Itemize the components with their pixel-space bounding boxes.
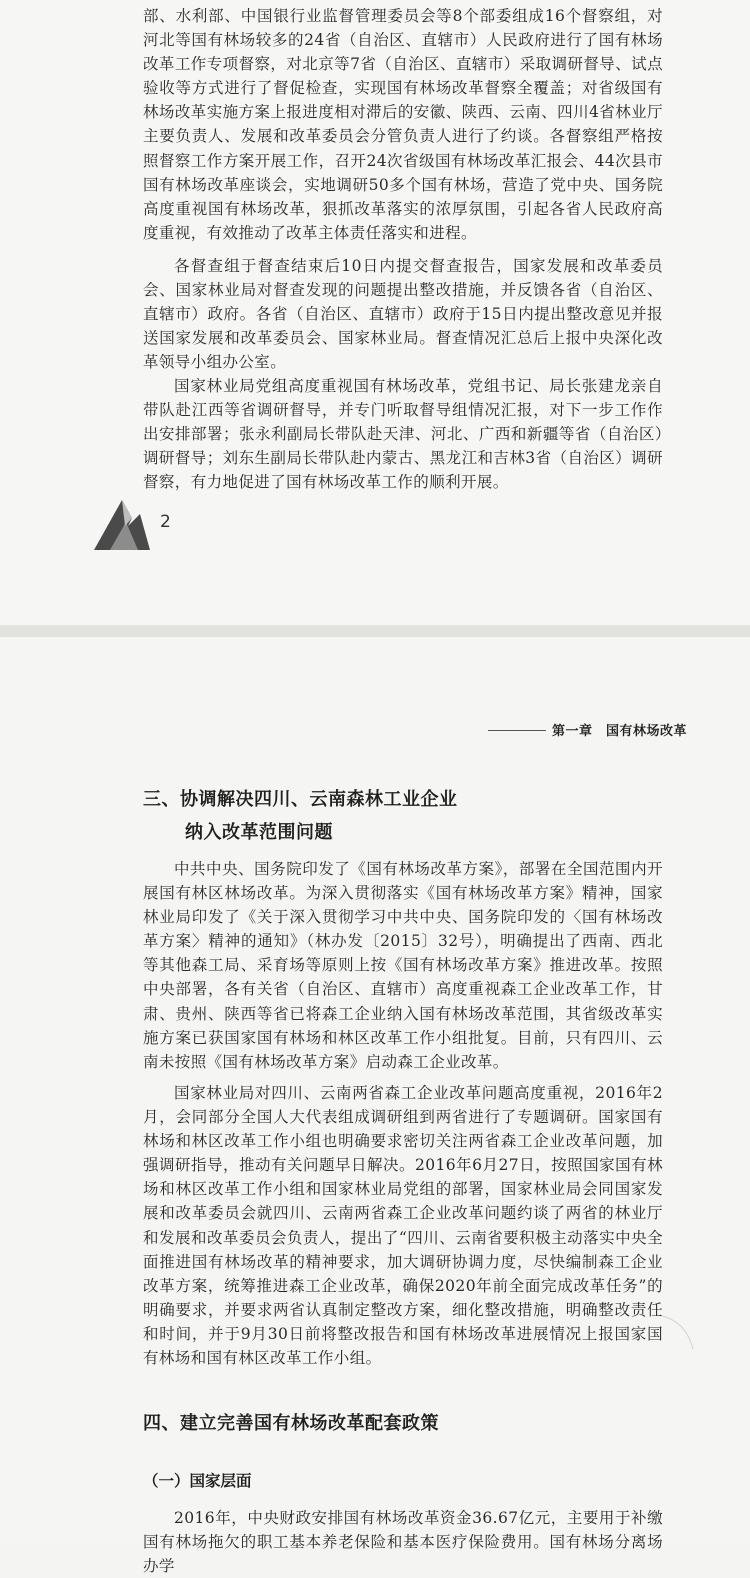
chapter-header: 第一章 国有林场改革 — [552, 724, 688, 739]
chapter-header-rule — [488, 730, 546, 731]
paragraph-section4-1: 2016年，中央财政安排国有林场改革资金36.67亿元，主要用于补缴国有林场拖欠的职工基本养老保险和基本医疗保险费用。国有林场分离场办学 — [143, 1509, 663, 1576]
subsection-title: （一）国家层面 — [143, 1472, 252, 1490]
section3-title-line1: 三、协调解决四川、云南森林工业企业 — [143, 789, 458, 810]
section4-title: 四、建立完善国有林场改革配套政策 — [143, 1413, 439, 1434]
paragraph-section3-1: 中共中央、国务院印发了《国有林场改革方案》，部署在全国范围内开展国有林区林场改革。为深入贯彻落实《国有林场改革方案》精神，国家林业局印发了《关于深入贯彻学习中共中央、国务院印发的〈国有林场改革方案〉精神的通知》（林办发〔2015〕32号），明确提出了西南、西北等其他森工局、采育场等原则上按《国有林场改革方案》推进改革。按照中央部署，各有关省（自治区、直辖市）高度重视森工企业改革工作，甘肃、贵州、陕西等省已将森工企业纳入国有林场改革范围，其省级改革实施方案已获国家国有林场和林区改革工作小组批复。目前，只有四川、云南未按照《国有林场改革方案》启动森工企业改革。 — [143, 860, 663, 1071]
paragraph-supervision: 部、水利部、中国银行业监督管理委员会等8个部委组成16个督察组，对河北等国有林场较多的24省（自治区、直辖市）人民政府进行了国有林场改革工作专项督察，对北京等7省（自治区、直辖市）采取调研督导、试点验收等方式进行了督促检查，实现国有林场改革督察全覆盖；对省级国有林场改革实施方案上报进度相对滞后的安徽、陕西、云南、四川4省林业厅主要负责人、发展和改革委员会分管负责人进行了约谈。各督察组严格按照督察工作方案开展工作，召开24次省级国有林场改革汇报会、44次县市国有林场改革座谈会，实地调研50多个国有林场，营造了党中央、国务院高度重视国有林场改革，狠抓改革落实的浓厚氛围，引起各省人民政府高度重视，有效推动了改革主体责任落实和进程。 — [143, 7, 663, 242]
top-page — [0, 0, 750, 625]
page-gap — [0, 625, 750, 637]
paragraph-report: 各督查组于督查结束后10日内提交督查报告，国家发展和改革委员会、国家林业局对督查发现的问题提出整改措施，并反馈各省（自治区、直辖市）政府。各省（自治区、直辖市）政府于15日内提出整改意见并报送国家发展和改革委员会、国家林业局。督查情况汇总后上报中央深化改革领导小组办公室。 — [143, 257, 663, 372]
section3-title-line2: 纳入改革范围问题 — [185, 822, 333, 843]
pine-tree-icon — [92, 496, 152, 552]
paragraph-section3-2: 国家林业局对四川、云南两省森工企业改革问题高度重视，2016年2月，会同部分全国人大代表组成调研组到两省进行了专题调研。国家国有林场和林区改革工作小组也明确要求密切关注两省森工企业改革问题，加强调研指导，推动有关问题早日解决。2016年6月27日，按照国家国有林场和林区改革工作小组和国家林业局党组的部署，国家林业局会同国家发展和改革委员会就四川、云南两省森工企业改革问题约谈了两省的林业厅和发展和改革委员会负责人，提出了“四川、云南省要积极主动落实中央全面推进国有林场改革的精神要求，加大调研协调力度，尽快编制森工企业改革方案，统筹推进森工企业改革，确保2020年前全面完成改革任务”的明确要求，并要求两省认真制定整改方案，细化整改措施，明确整改责任和时间，并于9月30日前将整改报告和国有林场改革进展情况上报国家国有林场和国有林区改革工作小组。 — [143, 1084, 663, 1368]
paragraph-leadership: 国家林业局党组高度重视国有林场改革，党组书记、局长张建龙亲自带队赴江西等省调研督导，并专门听取督导组情况汇报，对下一步工作作出安排部署；张永利副局长带队赴天津、河北、广西和新疆等省（自治区）调研督导；刘东生副局长带队赴内蒙古、黑龙江和吉林3省（自治区）调研督察，有力地促进了国有林场改革工作的顺利开展。 — [143, 377, 663, 492]
page-number: 2 — [160, 512, 171, 532]
